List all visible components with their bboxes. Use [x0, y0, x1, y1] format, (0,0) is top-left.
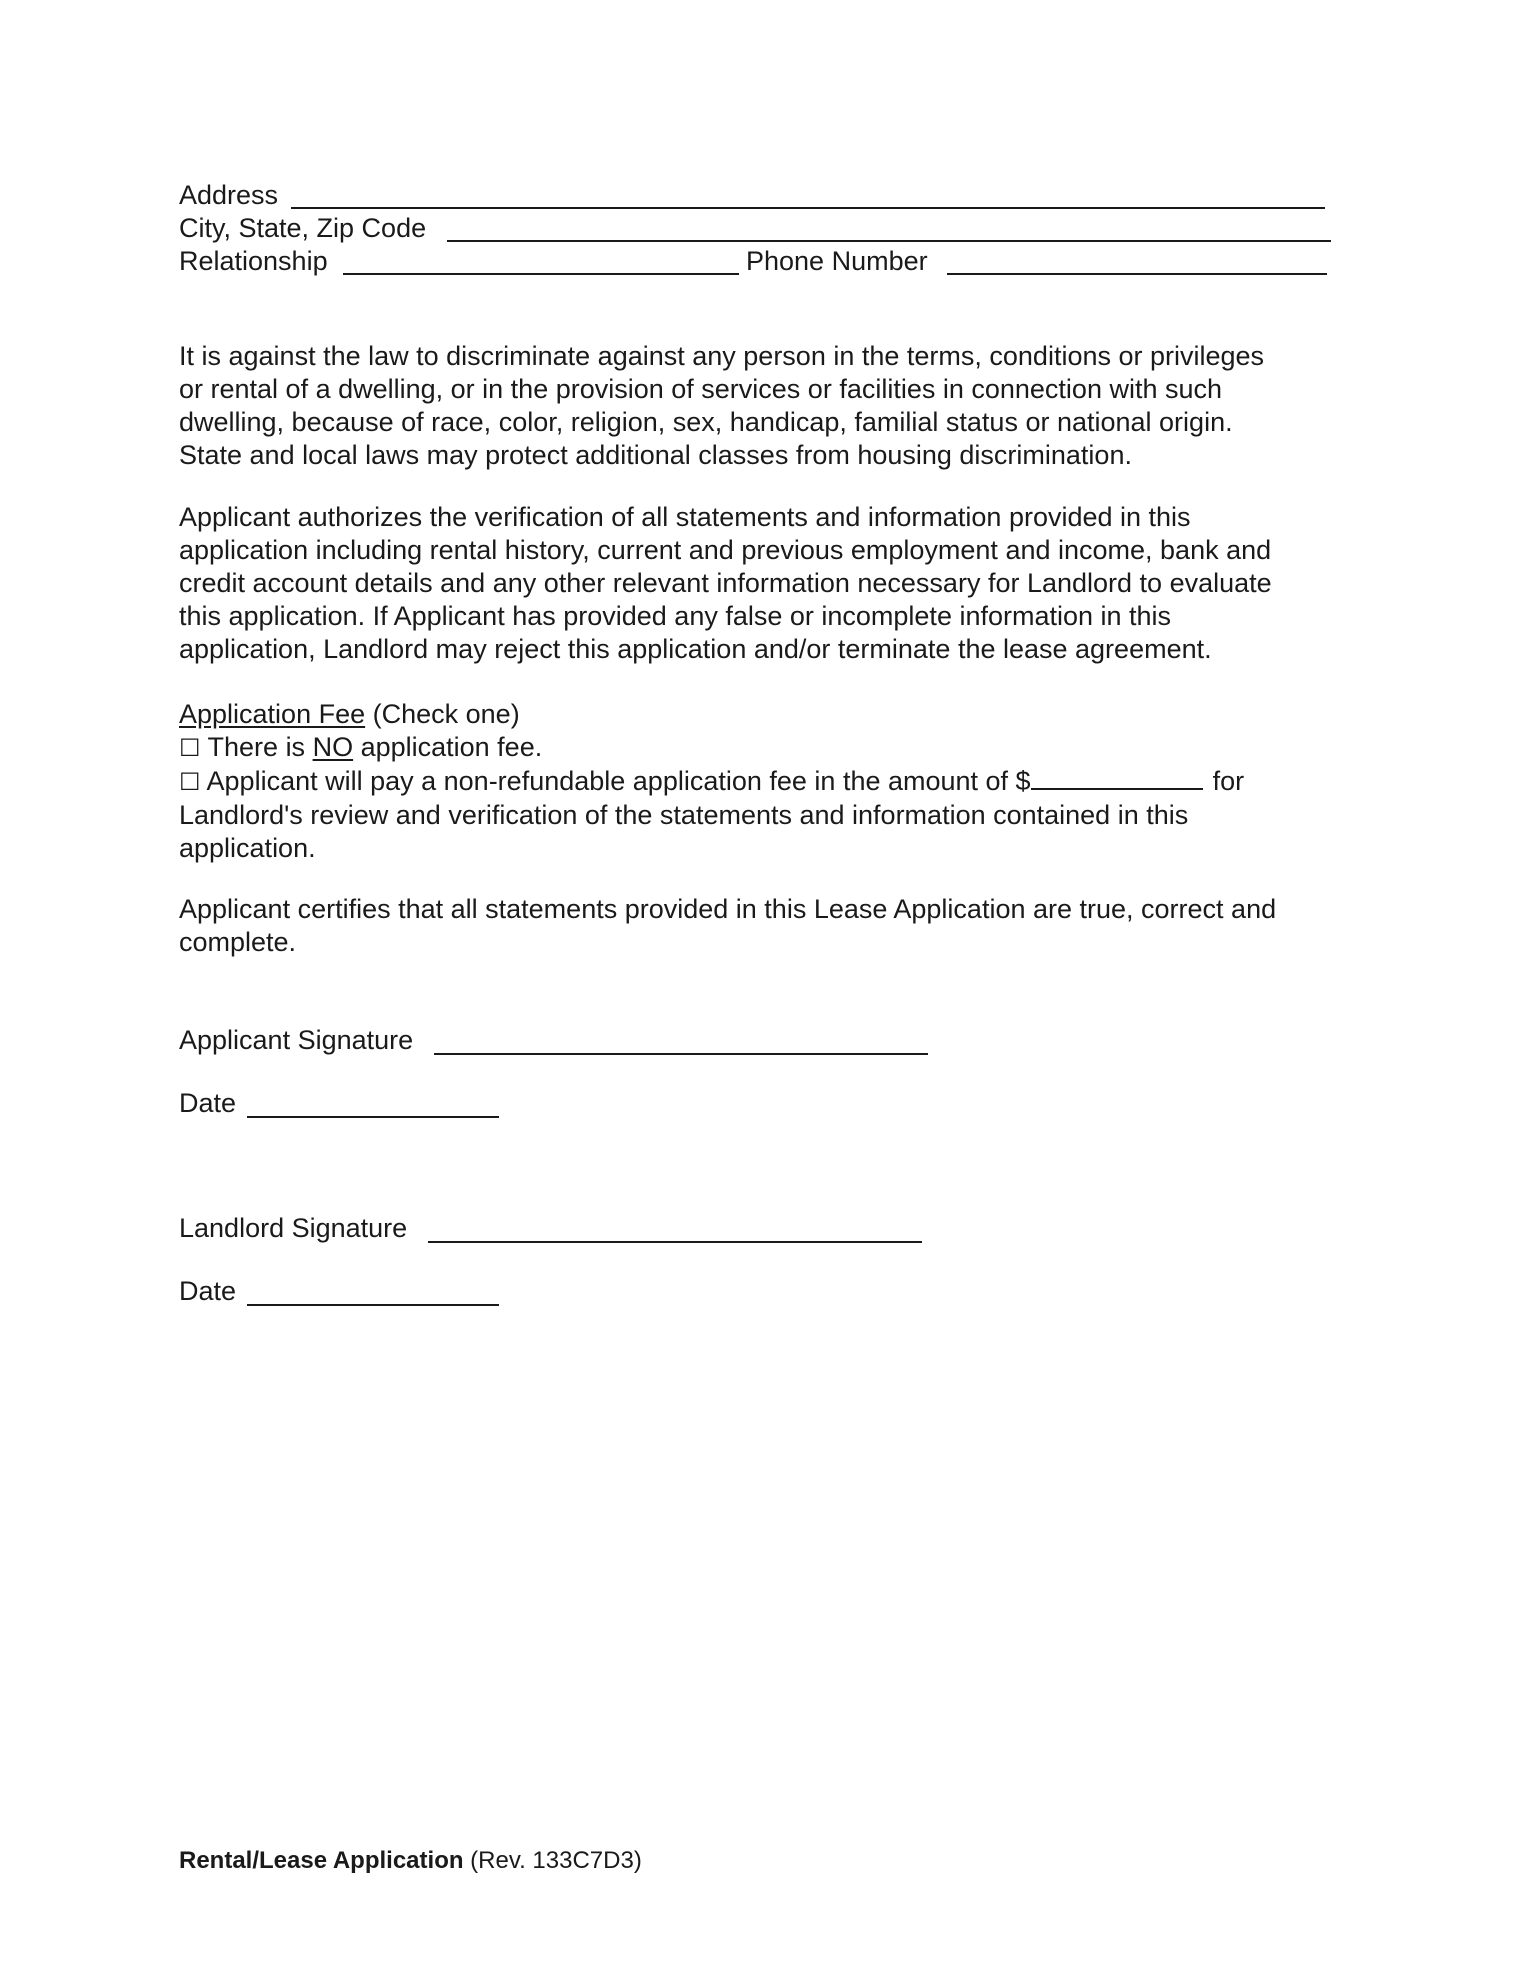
paragraph-line: application including rental history, current and previous employment and income, bank and	[179, 535, 1272, 565]
checkbox-icon[interactable]: ☐	[179, 768, 201, 796]
paragraph-line: application.	[179, 833, 316, 863]
applicant-signature-field[interactable]	[434, 1053, 928, 1055]
footer-title: Rental/Lease Application	[179, 1847, 464, 1874]
relationship-label: Relationship	[179, 246, 328, 276]
paragraph-line: State and local laws may protect additional classes from housing discrimination.	[179, 440, 1132, 470]
applicant-signature-label: Applicant Signature	[179, 1025, 414, 1055]
paragraph-line: application, Landlord may reject this application and/or terminate the lease agreement.	[179, 634, 1212, 664]
checkbox-icon[interactable]: ☐	[179, 734, 201, 762]
paragraph-line: It is against the law to discriminate against any person in the terms, conditions or privileges	[179, 341, 1265, 371]
no-fee-text: There is	[200, 732, 313, 762]
paragraph-line: credit account details and any other relevant information necessary for Landlord to evaluate	[179, 568, 1272, 598]
address-label: Address	[179, 180, 279, 210]
fee-amount-text: Applicant will pay a non-refundable application fee in the amount of $	[200, 766, 1031, 796]
no-fee-emphasis: NO	[312, 732, 354, 762]
relationship-row	[179, 245, 1339, 278]
landlord-signature-label: Landlord Signature	[179, 1213, 408, 1243]
phone-number-field[interactable]	[947, 273, 1327, 275]
paragraph-line: Applicant certifies that all statements provided in this Lease Application are true, correct and	[179, 894, 1277, 924]
landlord-signature-row	[179, 1212, 979, 1245]
paragraph-line: Applicant authorizes the verification of all statements and information provided in this	[179, 502, 1191, 532]
paragraph-line: complete.	[179, 927, 297, 957]
fee-heading	[179, 698, 1339, 731]
fee-heading-suffix: (Check one)	[365, 699, 520, 729]
landlord-signature-field[interactable]	[428, 1241, 922, 1243]
applicant-date-row	[179, 1087, 579, 1120]
fee-amount-for: for	[1212, 766, 1245, 796]
fee-amount-option[interactable]	[179, 765, 1339, 799]
paragraph-line: or rental of a dwelling, or in the provision of services or facilities in connection with such	[179, 374, 1223, 404]
applicant-date-label: Date	[179, 1088, 237, 1118]
fee-heading-text: Application Fee	[179, 699, 366, 729]
phone-number-label: Phone Number	[746, 246, 928, 276]
no-fee-text-end: application fee.	[353, 732, 543, 762]
applicant-date-field[interactable]	[247, 1116, 499, 1118]
address-row	[179, 179, 1339, 212]
application-fee-section	[179, 698, 1339, 865]
certification-paragraph	[179, 893, 1339, 959]
applicant-signature-row	[179, 1024, 979, 1057]
paragraph-line: this application. If Applicant has provided any false or incomplete information in this	[179, 601, 1172, 631]
landlord-date-field[interactable]	[247, 1304, 499, 1306]
city-row	[179, 212, 1339, 245]
paragraph-line: dwelling, because of race, color, religion, sex, handicap, familial status or national origin.	[179, 407, 1233, 437]
page-footer	[179, 1846, 642, 1876]
paragraph-line: Landlord's review and verification of the statements and information contained in this	[179, 800, 1189, 830]
fair-housing-paragraph	[179, 340, 1339, 472]
authorization-paragraph	[179, 501, 1339, 666]
city-state-zip-label: City, State, Zip Code	[179, 213, 427, 243]
no-fee-option[interactable]	[179, 731, 1339, 765]
address-field[interactable]	[291, 207, 1325, 209]
relationship-field[interactable]	[343, 273, 739, 275]
footer-revision: (Rev. 133C7D3)	[463, 1847, 642, 1874]
fee-amount-field[interactable]	[1031, 766, 1203, 790]
landlord-date-label: Date	[179, 1276, 237, 1306]
city-state-zip-field[interactable]	[447, 240, 1331, 242]
landlord-date-row	[179, 1275, 579, 1308]
